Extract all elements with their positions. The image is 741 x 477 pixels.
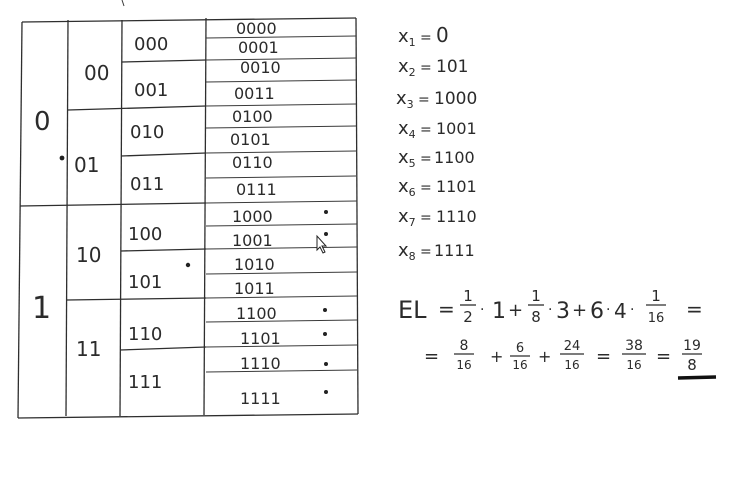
level1-split: [20, 203, 206, 206]
level3-label-011: 011: [130, 174, 165, 195]
level3-label-111: 111: [128, 372, 163, 393]
leaf-mark-1110: [324, 362, 328, 366]
level4-split-3: [206, 80, 356, 82]
svg-text:=: =: [420, 60, 432, 76]
svg-text:6: 6: [515, 341, 525, 356]
level3-label-110: 110: [128, 324, 163, 345]
table-left-border: [18, 22, 22, 418]
codeword-value: 101: [436, 57, 469, 77]
svg-text:+: +: [572, 300, 588, 321]
codeword-label: $x_1$: [398, 26, 416, 49]
level4-split-2: [206, 58, 356, 60]
codeword-x3: [396, 88, 477, 111]
fraction-c: [646, 287, 666, 326]
svg-text:=: =: [438, 297, 455, 321]
svg-text:16: 16: [564, 358, 580, 372]
level2-split-b: [67, 298, 206, 300]
svg-text:8: 8: [459, 338, 469, 354]
level4-label-0110: 0110: [232, 153, 273, 172]
level4-label-1011: 1011: [234, 279, 275, 298]
level3-label-100: 100: [128, 224, 163, 245]
level4-label-0000: 0000: [236, 19, 277, 38]
svg-text:=: =: [596, 346, 612, 367]
level4-split-6: [206, 151, 356, 153]
codeword-label: $x_3$: [396, 88, 414, 111]
fraction-g: [622, 338, 646, 372]
codeword-value: 1111: [434, 241, 475, 260]
svg-text:2: 2: [463, 308, 473, 326]
level4-label-1010: 1010: [234, 255, 275, 274]
level4-split-14: [206, 345, 357, 347]
svg-text:=: =: [420, 151, 432, 167]
svg-text:1: 1: [463, 287, 473, 305]
codeword-x7: [398, 206, 477, 229]
svg-text:38: 38: [625, 338, 643, 354]
level1-label-1: 1: [32, 291, 52, 326]
codeword-label: $x_4$: [398, 118, 416, 141]
codeword-value: 1110: [436, 207, 477, 226]
fraction-h-result: [682, 338, 702, 374]
level2-label-01: 01: [74, 153, 100, 177]
svg-text:8: 8: [531, 308, 541, 326]
level4-label-1001: 1001: [232, 231, 273, 250]
leaf-mark-1111: [324, 390, 328, 394]
codeword-label: $x_5$: [398, 147, 416, 170]
level3-label-000: 000: [134, 34, 169, 55]
leaf-mark-1000: [324, 210, 328, 214]
leaf-mark-1001: [324, 232, 328, 236]
leaf-mark-1101: [323, 332, 327, 336]
term-six: 6: [590, 299, 604, 324]
level3-split-2: [121, 153, 206, 156]
svg-text:16: 16: [647, 311, 665, 326]
level3-split-4: [120, 347, 206, 350]
level4-split-5: [206, 126, 356, 128]
svg-text:·: ·: [548, 302, 553, 318]
level4-label-1110: 1110: [240, 354, 281, 373]
leaf-mark-101: [186, 263, 190, 267]
level4-label-0111: 0111: [236, 180, 277, 199]
formula-line-1: [398, 287, 703, 326]
level1-label-0: 0: [34, 107, 51, 137]
level4-split-9: [206, 224, 357, 226]
level1-mark-dot: [60, 156, 65, 161]
svg-text:+: +: [538, 347, 552, 366]
svg-text:=: =: [420, 210, 432, 226]
mouse-cursor-icon: [317, 236, 326, 253]
formula-line-2: [424, 338, 716, 378]
column-sep-3: [204, 18, 206, 415]
level4-label-0101: 0101: [230, 130, 271, 149]
level3-label-010: 010: [130, 122, 165, 143]
level4-label-0010: 0010: [240, 58, 281, 77]
level4-split-1: [206, 36, 356, 38]
codeword-value: 1101: [436, 177, 477, 196]
svg-text:=: =: [420, 122, 432, 138]
codeword-x5: [398, 147, 475, 170]
column-sep-2: [120, 20, 122, 416]
codeword-x1: [398, 23, 449, 49]
level4-label-1111: 1111: [240, 389, 281, 408]
level4-label-1100: 1100: [236, 304, 277, 323]
result-underline: [678, 377, 716, 378]
codeword-label: $x_8$: [398, 240, 416, 263]
fraction-f: [560, 339, 584, 372]
codeword-label: $x_6$: [398, 176, 416, 199]
codeword-value: 0: [436, 23, 449, 47]
term-three: 3: [556, 299, 570, 324]
level4-split-10: [206, 247, 357, 249]
codeword-label: $x_7$: [398, 206, 416, 229]
svg-text:=: =: [418, 92, 430, 108]
svg-text:16: 16: [456, 358, 472, 372]
table-bottom-border: [18, 414, 358, 418]
codeword-value: 1000: [434, 89, 478, 109]
term-one: 1: [492, 299, 506, 324]
fraction-b: [528, 287, 544, 326]
level4-label-1000: 1000: [232, 207, 273, 226]
svg-text:·: ·: [480, 302, 485, 318]
svg-text:+: +: [490, 347, 504, 366]
level3-label-101: 101: [128, 272, 163, 293]
codeword-x8: [398, 240, 475, 263]
svg-text:1: 1: [531, 287, 541, 305]
svg-text:=: =: [420, 180, 432, 196]
level4-split-11: [206, 272, 357, 274]
svg-text:19: 19: [683, 338, 701, 354]
level4-codes: [230, 19, 281, 408]
level4-label-0100: 0100: [232, 107, 273, 126]
level3-label-001: 001: [134, 80, 169, 101]
codeword-list: [396, 23, 477, 263]
fraction-e: [510, 341, 530, 372]
level2-split-a: [68, 106, 206, 110]
svg-text:16: 16: [626, 358, 642, 372]
svg-text:+: +: [508, 300, 524, 321]
level3-split-1: [122, 60, 206, 62]
svg-text:1: 1: [651, 287, 661, 305]
level4-split-15: [206, 370, 357, 372]
level4-split-4: [206, 104, 356, 106]
level4-split-13: [206, 320, 357, 322]
level4-label-0001: 0001: [238, 38, 279, 57]
leaf-mark-1100: [323, 308, 327, 312]
fraction-a: [460, 287, 476, 326]
svg-text:=: =: [420, 244, 432, 260]
svg-text:16: 16: [512, 358, 528, 372]
level4-split-8: [206, 201, 357, 203]
svg-text:·: ·: [606, 302, 611, 318]
level4-label-1101: 1101: [240, 329, 281, 348]
table-right-border: [356, 18, 358, 414]
level4-label-0011: 0011: [234, 84, 275, 103]
level2-label-10: 10: [76, 243, 102, 267]
svg-text:=: =: [686, 297, 703, 321]
svg-text:8: 8: [687, 356, 697, 374]
table-top-border: [22, 18, 356, 22]
fraction-d: [454, 338, 474, 372]
codeword-x6: [398, 176, 477, 199]
top-stroke: [122, 0, 124, 6]
formula-lhs: EL: [398, 296, 427, 324]
codeword-value: 1100: [434, 148, 475, 167]
svg-text:=: =: [420, 30, 432, 46]
svg-text:=: =: [656, 346, 672, 367]
codeword-x4: [398, 118, 477, 141]
level2-label-11: 11: [76, 337, 102, 361]
codeword-value: 1001: [436, 119, 477, 138]
column-sep-1: [66, 20, 68, 416]
svg-text:24: 24: [563, 339, 581, 354]
level3-split-3: [121, 249, 206, 251]
codeword-x2: [398, 56, 468, 79]
level4-split-12: [206, 296, 357, 298]
svg-text:=: =: [424, 346, 440, 367]
codeword-label: $x_2$: [398, 56, 416, 79]
level2-label-00: 00: [84, 61, 110, 85]
term-four: 4: [614, 299, 627, 323]
code-tree-table: [18, 18, 358, 418]
svg-text:·: ·: [630, 302, 635, 318]
level4-split-7: [206, 176, 356, 178]
